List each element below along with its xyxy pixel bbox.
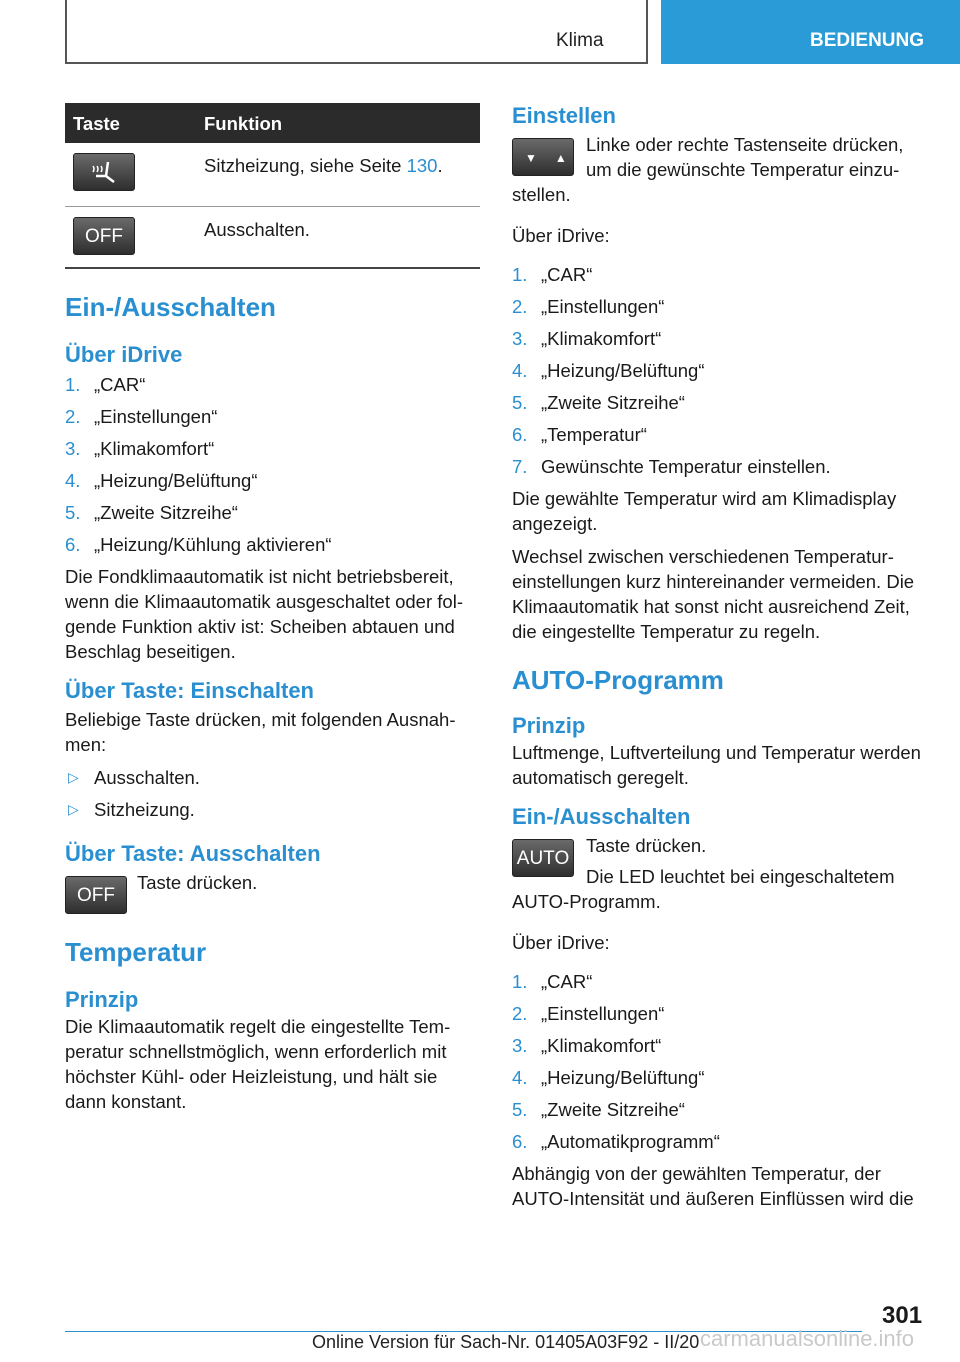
temperature-rocker-icon: ▼▲ [512, 138, 574, 176]
row-text: Ausschalten. [196, 207, 480, 269]
list-item: 5. „Zweite Sitzreihe“ [65, 502, 238, 523]
section-title: Klima [556, 30, 604, 51]
prinzip-text: Die Klimaautomatik regelt die eingestellte Temperatur schnellstmöglich, wenn erforderlich mit höchster Kühl- oder Heizleistung, und hält sie dann konstant. [65, 1016, 451, 1112]
key-table [65, 103, 480, 269]
heading-auto-onoff: Ein-/Ausschalten [512, 804, 691, 829]
list-item: 6. „Automatikprogramm“ [512, 1131, 720, 1152]
heading-key-off: Über Taste: Ausschalten [65, 841, 321, 866]
auto-steps [512, 969, 927, 1161]
temperature-note-2: Wechsel zwischen verschiedenen Temperatureinstellungen kurz hintereinander vermeiden. Die Klimaautomatik hat sonst nicht ausreichend Zeit, die eingestellte Temperatur zu regeln. [512, 546, 915, 642]
heading-prinzip: Prinzip [65, 987, 139, 1012]
list-item: 7. Gewünschte Temperatur einstellen. [512, 456, 831, 477]
list-item: ▷ Sitzheizung. [68, 799, 195, 820]
left-column [65, 103, 480, 1114]
seat-heat-icon [73, 153, 135, 191]
col-header-key: Taste [65, 103, 196, 143]
watermark: carmanualsonline.info [700, 1326, 915, 1351]
list-item: 2. „Einstellungen“ [65, 406, 218, 427]
einstellen-text: Linke oder rechte Tastenseite drücken, um die gewünschte Temperatur einzustellen. [512, 134, 904, 205]
list-item: 3. „Klimakomfort“ [512, 328, 662, 349]
right-column [512, 103, 927, 1211]
temperature-note-1: Die gewählte Temperatur wird am Klimadisplay angezeigt. [512, 488, 897, 534]
on-text: Beliebige Taste drücken, mit folgenden Ausnahmen: [65, 709, 456, 755]
auto-press-text: Taste drücken. [586, 835, 707, 856]
idrive-label: Über iDrive: [512, 225, 610, 246]
auto-final-text: Abhängig von der gewählten Temperatur, der AUTO-Intensität und äußeren Einflüssen wird die [512, 1163, 914, 1209]
list-item: 2. „Einstellungen“ [512, 1003, 665, 1024]
list-item: 4. „Heizung/Belüftung“ [512, 360, 705, 381]
list-item: 1. „CAR“ [512, 264, 593, 285]
heading-key-on: Über Taste: Einschalten [65, 678, 314, 703]
list-item: 6. „Heizung/Kühlung aktivieren“ [65, 534, 332, 555]
table-row [65, 143, 480, 207]
off-text: Taste drücken. [137, 872, 258, 893]
list-item: 4. „Heizung/Belüftung“ [512, 1067, 705, 1088]
heading-auto: AUTO-Programm [512, 665, 724, 695]
list-item: 6. „Temperatur“ [512, 424, 647, 445]
row-tail: . [437, 155, 443, 176]
list-item: ▷ Ausschalten. [68, 767, 200, 788]
list-item: 1. „CAR“ [65, 374, 146, 395]
list-item: 5. „Zweite Sitzreihe“ [512, 392, 685, 413]
list-item: 2. „Einstellungen“ [512, 296, 665, 317]
auto-key: AUTO [512, 839, 574, 877]
heading-prinzip-auto: Prinzip [512, 713, 586, 738]
table-row [65, 207, 480, 269]
chapter-tab: BEDIENUNG [661, 0, 960, 64]
temperature-steps [512, 262, 927, 486]
page-number: 301 [882, 1302, 923, 1329]
row-text: Sitzheizung, siehe Seite [204, 155, 407, 176]
heading-temperature: Temperatur [65, 937, 207, 967]
list-item: 3. „Klimakomfort“ [512, 1035, 662, 1056]
auto-prinzip-text: Luftmenge, Luftverteilung und Temperatur werden automatisch geregelt. [512, 742, 921, 788]
note-text: Die Fondklimaautomatik ist nicht betriebsbereit, wenn die Klimaautomatik ausgeschaltet oder folgende Funktion aktiv ist: Scheiben abtauen und Beschlag beseitigen. [65, 566, 463, 662]
page-link[interactable]: 130 [406, 155, 438, 176]
idrive-label-2: Über iDrive: [512, 932, 610, 953]
footer-text: Online Version für Sach-Nr. 01405A03F92 - II/20 [312, 1332, 700, 1352]
list-item: 1. „CAR“ [512, 971, 593, 992]
auto-led-text: Die LED leuchtet bei eingeschaltetem AUTO-Programm. [512, 866, 895, 912]
list-item: 3. „Klimakomfort“ [65, 438, 215, 459]
idrive-steps [65, 372, 480, 564]
list-item: 5. „Zweite Sitzreihe“ [512, 1099, 685, 1120]
exceptions-list [65, 765, 480, 829]
col-header-function: Funktion [196, 103, 480, 143]
off-key: OFF [73, 217, 135, 255]
heading-onoff: Ein-/Ausschalten [65, 292, 276, 322]
off-key: OFF [65, 876, 127, 914]
heading-idrive: Über iDrive [65, 342, 183, 367]
heading-einstellen: Einstellen [512, 103, 616, 128]
list-item: 4. „Heizung/Belüftung“ [65, 470, 258, 491]
